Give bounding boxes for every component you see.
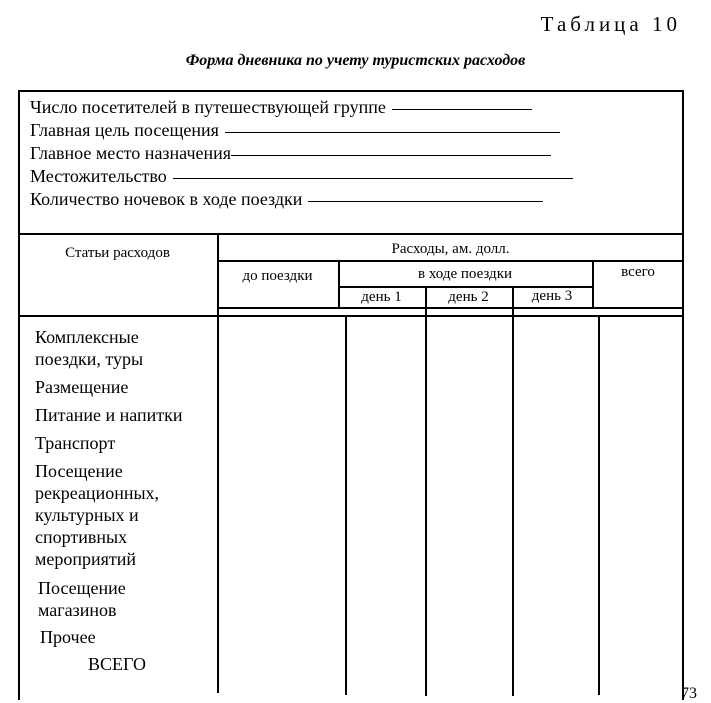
- residence-blank[interactable]: [173, 178, 573, 179]
- row-label-total: ВСЕГО: [88, 654, 146, 674]
- before-trip-header: до поездки: [242, 268, 313, 284]
- total-header: всего: [621, 264, 655, 280]
- nights-blank[interactable]: [308, 201, 543, 202]
- row-label-events: Посещение рекреационных, культурных и спортивных мероприятий: [35, 461, 160, 569]
- day1-divider: [425, 286, 427, 696]
- day3-header: день 3: [531, 288, 573, 304]
- purpose-blank[interactable]: [225, 132, 560, 133]
- table-top-rule: [18, 233, 684, 235]
- during-trip-header: в ходе поездки: [417, 266, 513, 282]
- field-residence: Местожительство: [30, 166, 573, 187]
- row-label-shops: Посещение магазинов: [38, 578, 126, 620]
- day2-divider: [512, 286, 514, 696]
- destination-blank[interactable]: [231, 155, 551, 156]
- field-nights: Количество ночевок в ходе поездки: [30, 189, 543, 210]
- form-title: Форма дневника по учету туристских расходов: [185, 52, 526, 69]
- items-col-header: Статьи расходов: [65, 245, 170, 261]
- day3-divider-body: [598, 315, 600, 695]
- expenses-rule: [217, 260, 684, 262]
- page-number: 73: [681, 685, 697, 702]
- expenses-header: Расходы, ам. долл.: [391, 241, 510, 257]
- row-label-accommodation: Размещение: [35, 377, 129, 397]
- days-rule: [217, 307, 684, 309]
- header-bottom-rule: [18, 315, 684, 317]
- visitors-blank[interactable]: [392, 109, 532, 110]
- before-trip-divider-body: [345, 315, 347, 695]
- field-destination: Главное место назначения: [30, 143, 551, 164]
- day2-header: день 2: [448, 289, 489, 305]
- items-col-divider: [217, 233, 219, 693]
- row-label-food: Питание и напитки: [35, 405, 183, 425]
- row-label-transport: Транспорт: [35, 433, 116, 453]
- field-visitors: Число посетителей в путешествующей группе: [30, 97, 532, 118]
- table-number: Таблица 10: [540, 12, 681, 36]
- row-label-tours: Комплексные поездки, туры: [35, 327, 144, 369]
- field-purpose: Главная цель посещения: [30, 120, 560, 141]
- row-label-other: Прочее: [40, 627, 96, 647]
- day1-header: день 1: [361, 289, 402, 305]
